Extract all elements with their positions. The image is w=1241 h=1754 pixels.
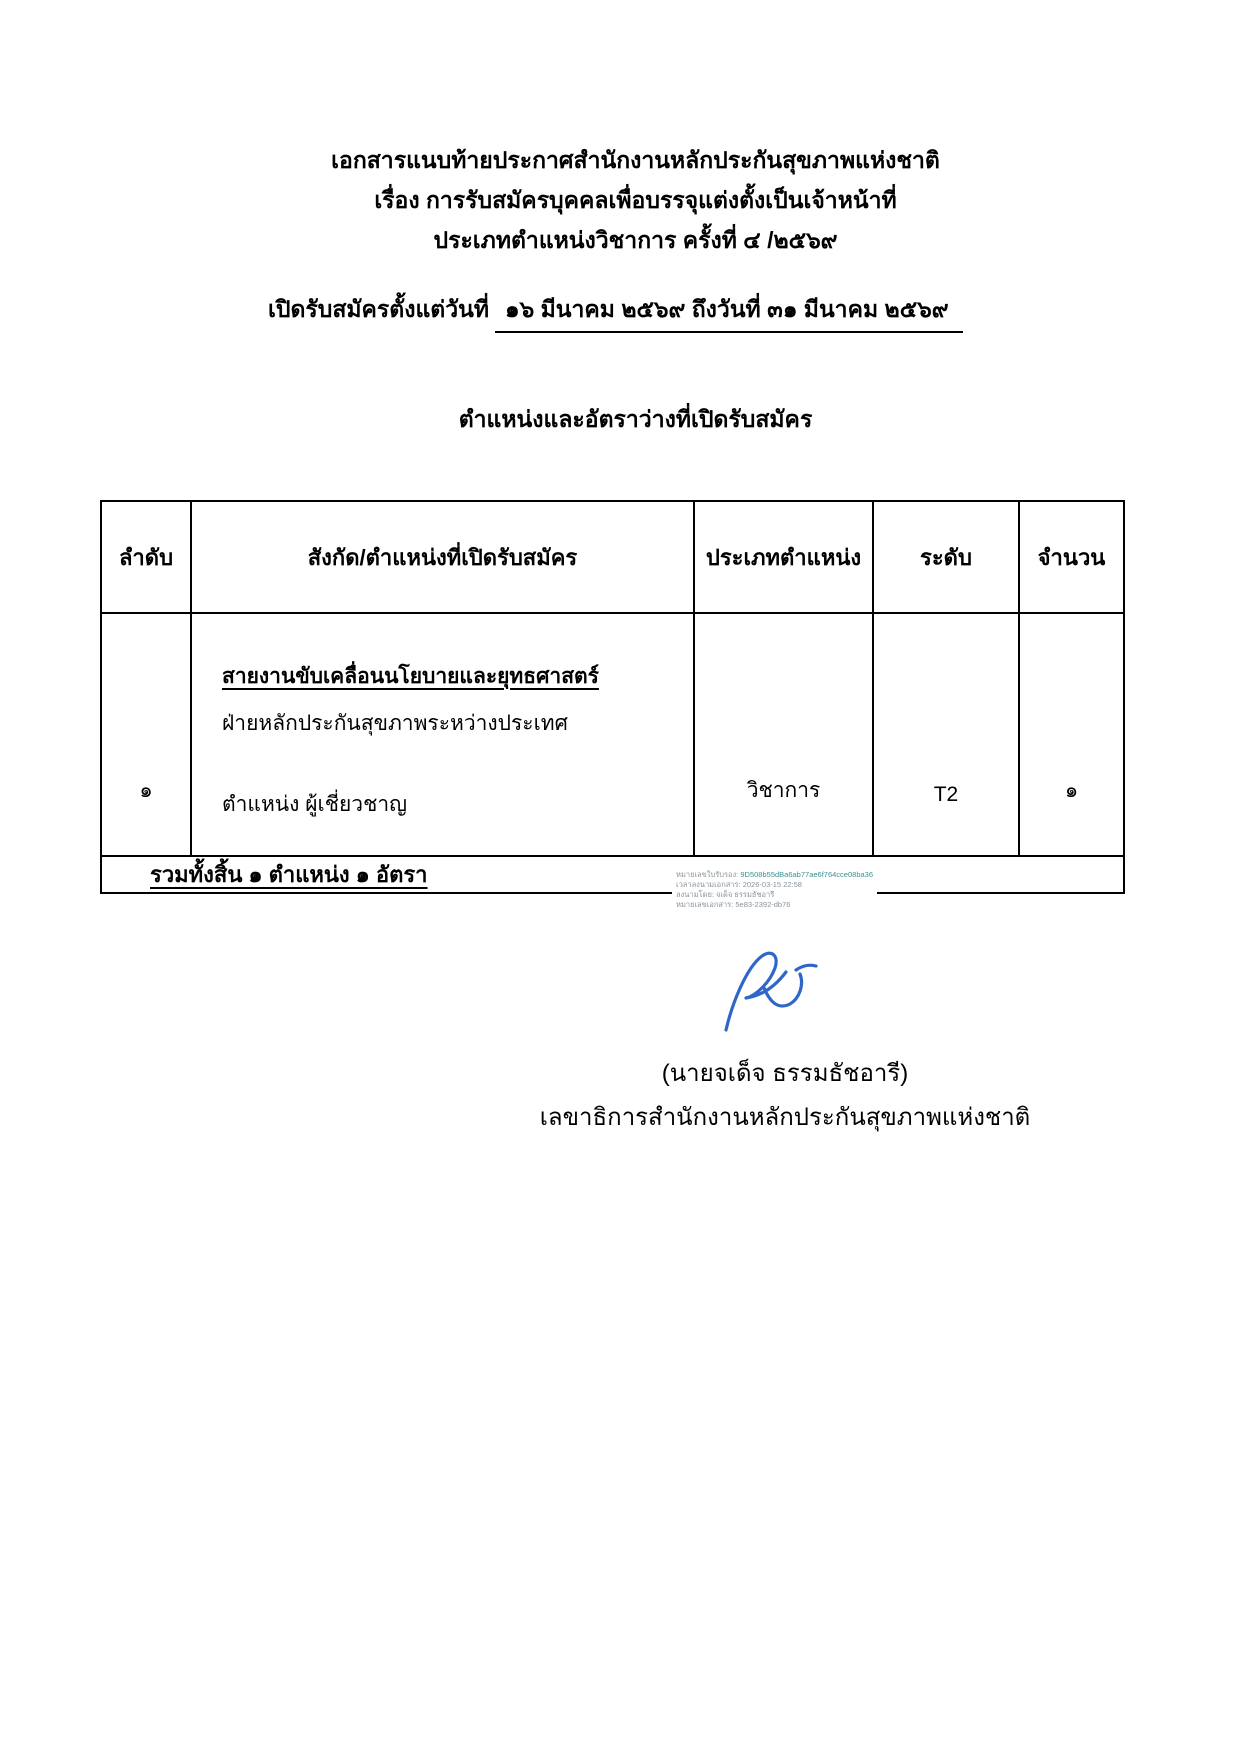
col-header-count: จำนวน [1019,501,1124,613]
header-line-2: เรื่อง การรับสมัครบุคคลเพื่อบรรจุแต่งตั้งเป็นเจ้าหน้าที่ [374,187,897,213]
row-position: ตำแหน่ง ผู้เชี่ยวชาญ [222,793,408,816]
certificate-line-2: เวลาลงนามเอกสาร: 2026-03-15 22:58 [676,880,802,889]
application-period-prefix: เปิดรับสมัครตั้งแต่วันที่ [268,296,490,322]
header-line-3: ประเภทตำแหน่งวิชาการ ครั้งที่ ๔ /๒๕๖๙ [433,227,838,253]
application-period-dates: ๑๖ มีนาคม ๒๕๖๙ ถึงวันที่ ๓๑ มีนาคม ๒๕๖๙ [495,292,963,333]
certificate-line-3: ลงนามโดย: จเด็จ ธรรมธัชอารี [676,890,775,899]
table-row [101,613,1124,856]
positions-table [100,500,1125,894]
certificate-line-4: หมายเลขเอกสาร: 5e83-2392-db76 [676,900,791,909]
row-detail-cell [191,613,694,856]
certificate-line-1: หมายเลขใบรับรอง: 9D508b55dBa6ab77ae6f764cce08ba36 [676,870,873,879]
signer-title: เลขาธิการสำนักงานหลักประกันสุขภาพแห่งชาติ [539,1104,1031,1131]
row-type: วิชาการ [694,613,873,856]
signer-name: (นายจเด็จ ธรรมธัชอารี) [661,1060,909,1087]
table-summary-row [101,856,1124,893]
col-header-no: ลำดับ [101,501,191,613]
certificate-hash: 9D508b55dBa6ab77ae6f764cce08ba36 [740,870,873,879]
col-header-division: สังกัด/ตำแหน่งที่เปิดรับสมัคร [191,501,694,613]
row-level: T2 [873,613,1019,856]
application-period-line [268,292,963,333]
row-division: สายงานขับเคลื่อนนโยบายและยุทธศาสตร์ [222,665,599,688]
summary-cell [101,856,1124,893]
row-number: ๑ [101,613,191,856]
summary-text: รวมทั้งสิ้น ๑ ตำแหน่ง ๑ อัตรา [150,862,428,887]
table-header-row [101,501,1124,613]
row-count: ๑ [1019,613,1124,856]
document-header [30,140,1241,260]
signature-icon [712,944,832,1049]
col-header-level: ระดับ [873,501,1019,613]
digital-certificate-block [672,868,877,912]
row-department: ฝ่ายหลักประกันสุขภาพระหว่างประเทศ [222,712,568,735]
col-header-type: ประเภทตำแหน่ง [694,501,873,613]
section-title: ตำแหน่งและอัตราว่างที่เปิดรับสมัคร [458,406,813,432]
signer-block [350,1052,1220,1140]
header-line-1: เอกสารแนบท้ายประกาศสำนักงานหลักประกันสุขภาพแห่งชาติ [331,147,940,173]
handwritten-signature [712,944,832,1049]
